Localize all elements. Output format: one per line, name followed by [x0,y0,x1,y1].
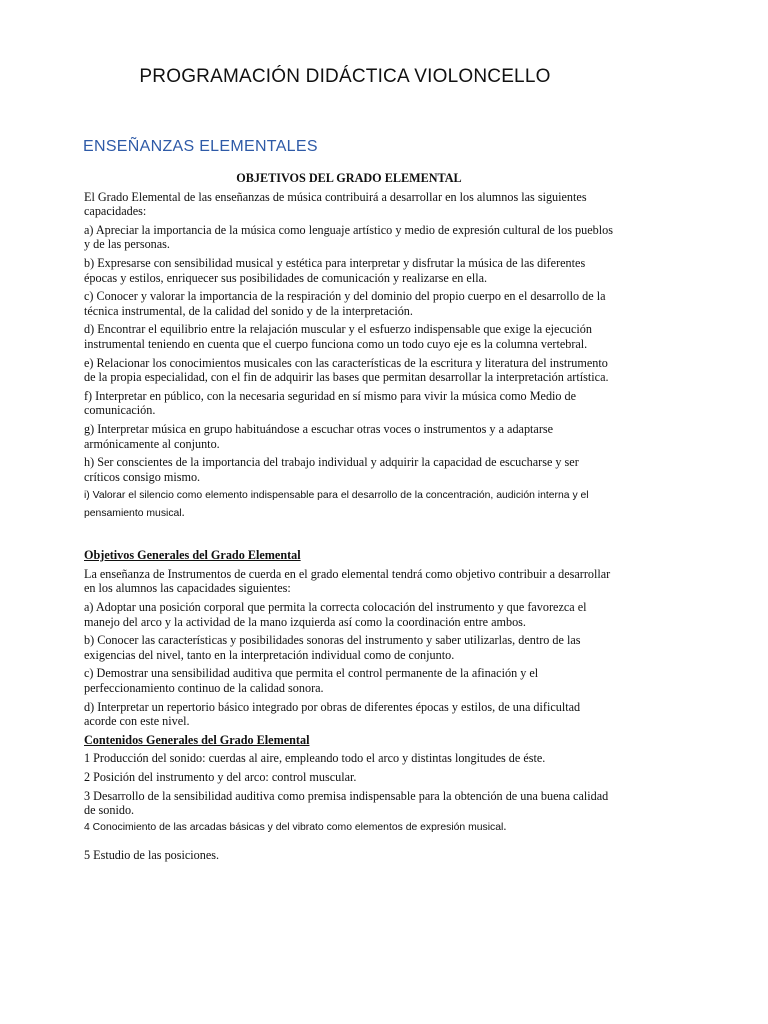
contenidos-generales-title: Contenidos Generales del Grado Elemental [84,732,310,747]
section-spacer [84,522,614,548]
objetivo-general-item-c: c) Demostrar una sensibilidad auditiva que permita el control permanente de la afinación y el perfeccionamiento continuo de la calidad sonora. [84,666,539,696]
objetivo-item-f: f) Interpretar en público, con la necesaria seguridad en sí mismo para vivir la música como Medio de comunicación. [84,388,577,418]
objetivos-generales-title: Objetivos Generales del Grado Elemental [84,548,301,563]
contenido-item-5: 5 Estudio de las posiciones. [84,847,220,862]
contenido-item-3: 3 Desarrollo de la sensibilidad auditiva como premisa indispensable para la obtención de una buena calidad de sonido. [84,788,609,818]
objetivo-item-h: h) Ser conscientes de la importancia del trabajo individual y adquirir la capacidad de escucharse y ser críticos consigo mismo. [84,455,579,484]
contenido-item-4-tail: . [503,818,507,833]
contenido-item-1: 1 Producción del sonido: cuerdas al aire, empleando todo el arco y distintas longitudes de éste. [84,751,546,766]
contenido-item-4-text: 4 Conocimiento de las arcadas básicas y del vibrato como elementos de expresión musical [84,821,504,833]
objetivo-item-i [84,488,614,522]
document-body [84,171,614,866]
objetivo-item-i-tail: . [181,505,185,520]
section-heading: ENSEÑANZAS ELEMENTALES [83,138,318,155]
objetivos-generales-intro: La enseñanza de Instrumentos de cuerda en el grado elemental tendrá como objetivo contribuir a desarrollar en los alumnos las capacidades siguientes: [84,566,611,596]
objetivo-item-d: d) Encontrar el equilibrio entre la relajación muscular y el esfuerzo indispensable que exige la ejecución instrumental teniendo en cuenta que el cuerpo funciona como un todo cuyo eje es la columna vertebral. [84,322,592,351]
objetivo-general-item-a: a) Adoptar una posición corporal que permita la correcta colocación del instrumento y que favorezca el manejo del arco y la actividad de la mano izquierda así como la coordinación entre ambos. [84,600,587,629]
objetivos-title: OBJETIVOS DEL GRADO ELEMENTAL [236,171,462,185]
document-title: PROGRAMACIÓN DIDÁCTICA VIOLONCELLO [139,66,551,87]
objetivo-item-e: e) Relacionar los conocimientos musicales con las características de la escritura y literatura del instrumento de la propia especialidad, con el fin de adquirir las bases que permitan desarrollar la interpretación artística. [84,355,609,385]
objetivos-intro: El Grado Elemental de las enseñanzas de música contribuirá a desarrollar en los alumnos las siguientes capacidades: [84,189,587,219]
objetivo-item-c: c) Conocer y valorar la importancia de la respiración y del dominio del propio cuerpo en el desarrollo de la técnica instrumental, de la calidad del sonido y de la interpretación. [84,289,606,318]
objetivo-general-item-b: b) Conocer las características y posibilidades sonoras del instrumento y saber utilizarlas, dentro de las exigencias del nivel, tanto en la interpretación individual como de conjunto. [84,633,581,662]
objetivo-item-b: b) Expresarse con sensibilidad musical y estética para interpretar y disfrutar la música de las diferentes épocas y estilos, enriquecer sus posibilidades de comunicación y realizarse en ella. [84,255,586,285]
objetivo-general-item-d: d) Interpretar un repertorio básico integrado por obras de diferentes épocas y estilos, de una dificultad acorde con este nivel. [84,699,581,729]
contenido-item-4 [84,818,614,836]
contenido-item-2: 2 Posición del instrumento y del arco: control muscular. [84,770,357,784]
objetivo-item-a: a) Apreciar la importancia de la música como lenguaje artístico y medio de expresión cultural de los pueblos y de las personas. [84,222,613,252]
objetivo-item-i-text: i) Valorar el silencio como elemento indispensable para el desarrollo de la concentración, audición interna y el pensamiento musical [84,490,589,520]
objetivo-item-g: g) Interpretar música en grupo habituándose a escuchar otras voces o instrumentos y a adaptarse armónicamente al conjunto. [84,421,554,451]
